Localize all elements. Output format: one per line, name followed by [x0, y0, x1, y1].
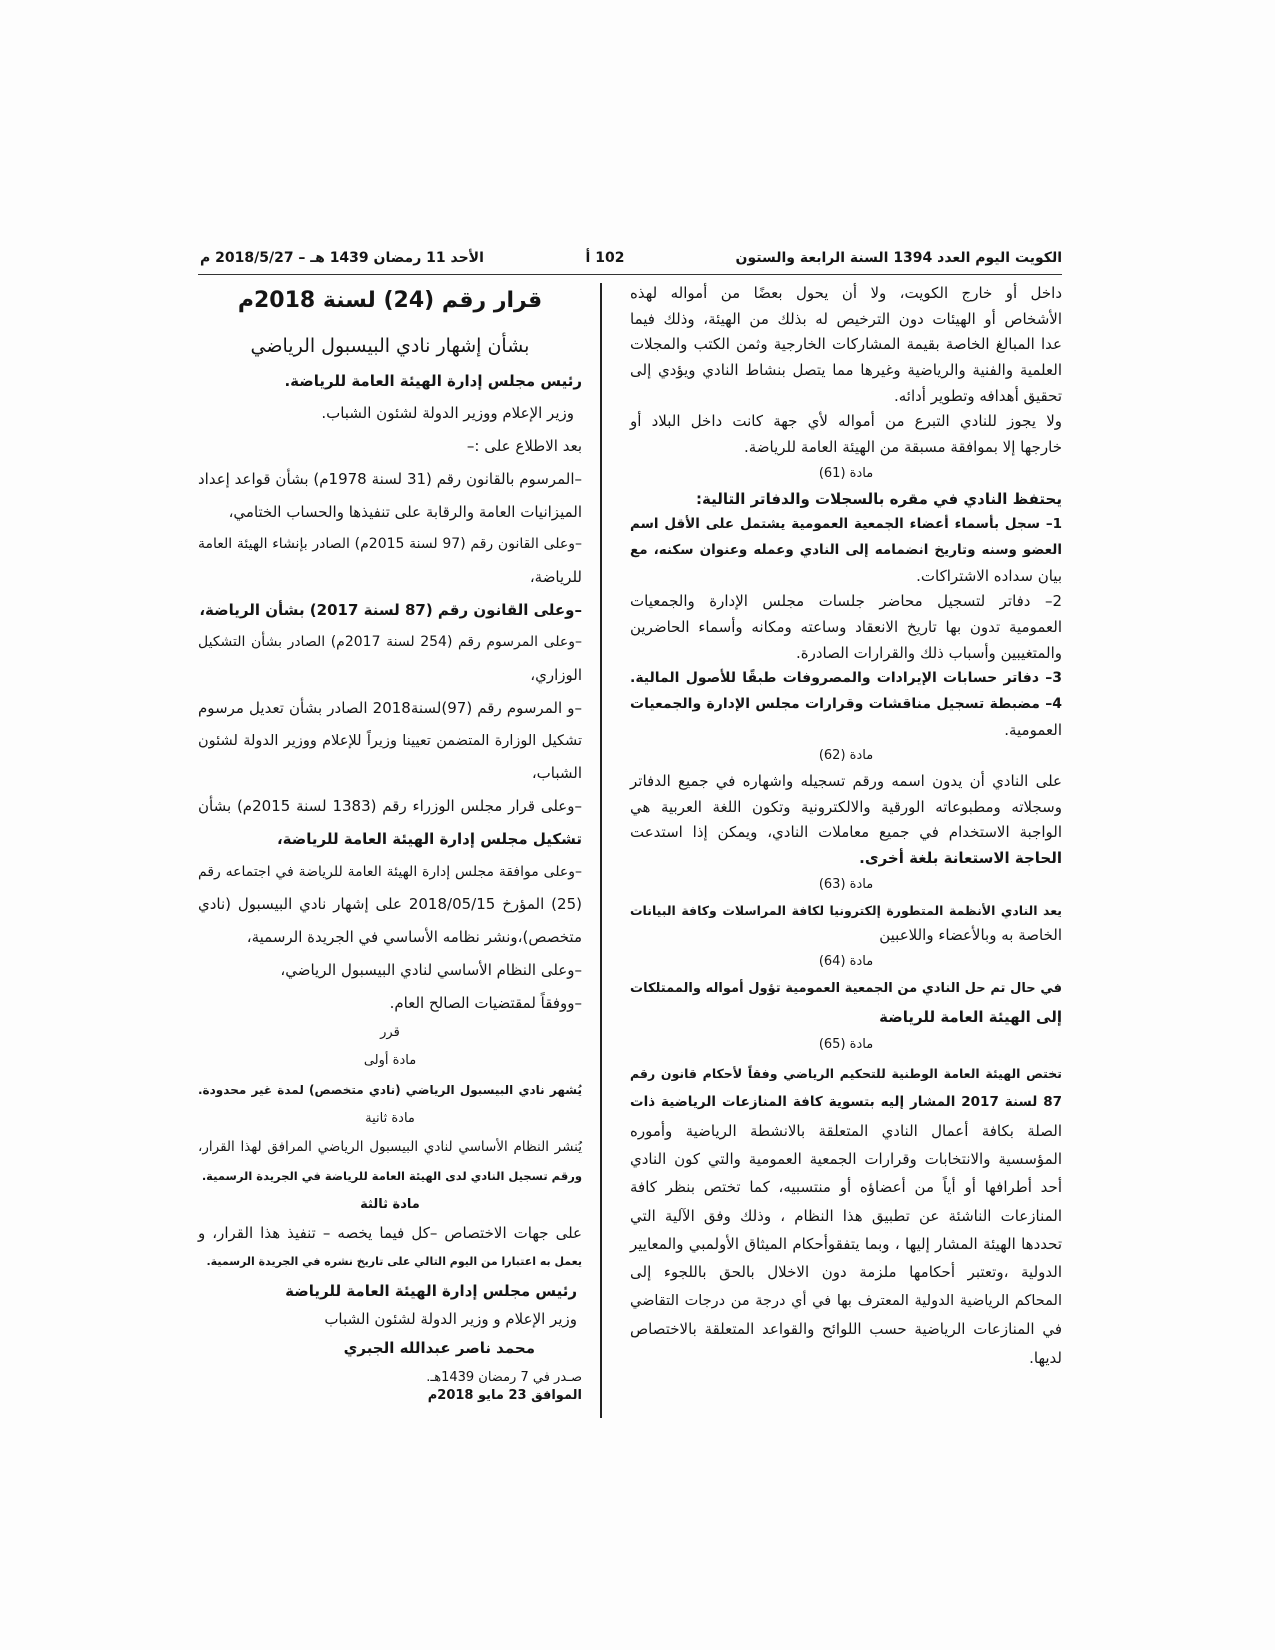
recital-line: –وعلى القانون رقم (97 لسنة 2015م) الصادر بإنشاء الهيئة العامة — [198, 536, 582, 553]
decision-subject: بشأن إشهار نادي البيسبول الرياضي — [250, 335, 530, 357]
article-heading: مادة (61) — [818, 465, 874, 481]
text-line: الأشخاص أو الهيئات دون الترخيص له بذلك من الهيئة، وذلك فيما — [630, 309, 1062, 328]
text-line: ورقم تسجيل النادي لدى الهيئة العامة للرياضة في الجريدة الرسمية. — [201, 1169, 582, 1184]
recital-line: –وعلى قرار مجلس الوزراء رقم (1383 لسنة 2015م) بشأن — [198, 797, 582, 816]
recital-line: –ووفقاً لمقتضيات الصالح العام. — [389, 993, 582, 1012]
text-line: الحاجة الاستعانة بلغة أخرى. — [859, 849, 1062, 868]
issuer-line: رئيس مجلس إدارة الهيئة العامة للرياضة. — [284, 371, 582, 390]
recital-line: تشكيل الوزارة المتضمن تعيينا وزيراً للإعلام ووزير الدولة لشئون — [198, 732, 582, 749]
recital-line: الميزانيات العامة والرقابة على تنفيذها والحساب الختامي، — [228, 502, 582, 521]
text-line: الواجبة الاستخدام في جميع معاملات النادي، ويمكن إذا استدعت — [630, 823, 1062, 842]
text-line: العلمية والفنية والرياضية وغيرها مما يتصل بنشاط النادي ويؤدي إلى — [630, 361, 1062, 380]
text-line: لديها. — [1029, 1348, 1062, 1367]
text-line: تختص الهيئة العامة الوطنية للتحكيم الرياضي وفقاً لأحكام قانون رقم — [630, 1065, 1062, 1081]
article-63 — [630, 872, 1062, 949]
column-divider — [600, 283, 602, 1418]
recital-line: الوزاري، — [530, 666, 582, 685]
publication-header: الكويت اليوم العدد 1394 السنة الرابعة والستون — [735, 250, 1062, 266]
text-line: العمومية تدون بها تاريخ الانعقاد وساعته ومكانه وأسماء الحاضرين — [630, 617, 1062, 636]
text-line: 4– مضبطة تسجيل مناقشات وقرارات مجلس الإدارة والجمعيات — [630, 696, 1062, 712]
text-line: على جهات الاختصاص –كل فيما يخصه – تنفيذ هذا القرار، و — [198, 1224, 582, 1243]
text-line: خارجها إلا بموافقة مسبقة من الهيئة العامة للرياضة. — [743, 438, 1062, 457]
recital-line: متخصص)،ونشر نظامه الأساسي في الجريدة الرسمية، — [246, 928, 582, 947]
issued-gregorian: الموافق 23 مايو 2018م — [427, 1388, 582, 1403]
text-line: داخل أو خارج الكويت، ولا أن يحول بعضًا من أمواله لهذه — [630, 284, 1062, 302]
text-line: الخاصة به وبالأعضاء واللاعبين — [879, 926, 1062, 945]
article-heading: مادة أولى — [363, 1053, 417, 1069]
article-heading: مادة ثانية — [365, 1110, 415, 1126]
article-heading: مادة (64) — [818, 953, 874, 969]
right-column — [630, 281, 1062, 1372]
recital-line: الشباب، — [531, 764, 582, 783]
issue-dates — [198, 1369, 582, 1405]
text-line: المنازعات الناشئة عن تطبيق هذا النظام ، وذلك وفق الآلية التي — [630, 1206, 1062, 1225]
text-line: الصلة بكافة أعمال النادي المتعلقة بالانشطة الرياضية وأموره — [630, 1121, 1062, 1140]
text-line: العمومية. — [1004, 720, 1062, 739]
recital-line: –وعلى المرسوم رقم (254 لسنة 2017م) الصادر بشأن التشكيل — [198, 634, 582, 651]
recital-line: –و المرسوم رقم (97)لسنة2018 الصادر بشأن تعديل مرسوم — [198, 698, 582, 717]
text-line: تحقيق أهدافه وتطوير أدائه. — [893, 386, 1062, 405]
text-line: وسجلاته ومطبوعاته الورقية والالكترونية وتكون اللغة العربية هي — [630, 797, 1062, 816]
text-line: يعمل به اعتبارا من اليوم التالي على تاريخ نشره في الجريدة الرسمية. — [206, 1255, 582, 1269]
preamble-intro: بعد الاطلاع على :– — [466, 437, 582, 456]
article-62 — [630, 743, 1062, 871]
article-heading: مادة ثالثة — [360, 1196, 420, 1212]
decided-heading: قرر — [380, 1024, 400, 1040]
text-line: إلى الهيئة العامة للرياضة — [879, 1007, 1062, 1026]
recital-line: للرياضة، — [529, 568, 582, 586]
article-heading: مادة (63) — [818, 876, 874, 892]
recital-line: –وعلى القانون رقم (87 لسنة 2017) بشأن الرياضة، — [199, 600, 582, 619]
signature-title: وزير الإعلام و وزير الدولة لشئون الشباب — [324, 1310, 577, 1329]
signatory-name: محمد ناصر عبدالله الجبري — [343, 1339, 535, 1358]
issue-date: الأحد 11 رمضان 1439 هـ – 2018/5/27 م — [200, 250, 484, 266]
text-line: بيان سداده الاشتراكات. — [916, 566, 1062, 585]
recital-line: تشكيل مجلس إدارة الهيئة العامة للرياضة، — [276, 829, 582, 848]
recital-line: –وعلى النظام الأساسي لنادي البيسبول الرياضي، — [280, 960, 582, 979]
text-line: ولا يجوز للنادي التبرع من أمواله لأي جهة كانت داخل البلاد أو — [630, 412, 1062, 431]
text-line: يعد النادي الأنظمة المتطورة إلكترونيا لكافة المراسلات وكافة البيانات — [630, 902, 1062, 918]
decision-articles — [198, 1019, 582, 1363]
text-line: 1– سجل بأسماء أعضاء الجمعية العمومية يشتمل على الأقل اسم — [630, 516, 1062, 533]
article-64 — [630, 949, 1062, 1031]
text-line: يحتفظ النادي في مقره بالسجلات والدفاتر التالية: — [696, 489, 1062, 508]
decision-title: قرار رقم (24) لسنة 2018م — [237, 288, 543, 313]
article-65 — [630, 1031, 1062, 1372]
issuer-line: وزير الإعلام ووزير الدولة لشئون الشباب. — [321, 404, 574, 423]
recital-line: –المرسوم بالقانون رقم (31 لسنة 1978م) بشأن قواعد إعداد — [198, 469, 582, 488]
text-line: عدا المبالغ الخاصة بقيمة المشاركات الخارجية وثمن الكتب والمجلات — [630, 335, 1062, 354]
text-line: يُنشر النظام الأساسي لنادي البيسبول الرياضي المرافق لهذا القرار، — [198, 1139, 582, 1156]
text-line: على النادي أن يدون اسمه ورقم تسجيله واشهاره في جميع الدفاتر — [630, 772, 1062, 791]
article-continuation — [630, 281, 1062, 461]
text-line: يُشهر نادي البيسبول الرياضي (نادي متخصص) لمدة غير محدودة. — [198, 1082, 582, 1097]
recital-line: (25) المؤرخ 2018/05/15 على إشهار نادي البيسبول (نادي — [198, 895, 582, 914]
signature-title: رئيس مجلس إدارة الهيئة العامة للرياضة — [285, 1281, 577, 1300]
decision-preamble — [198, 365, 582, 1020]
article-61 — [630, 461, 1062, 744]
left-column — [198, 0, 582, 1650]
article-heading: مادة (62) — [818, 748, 874, 764]
text-line: 2– دفاتر لتسجيل محاضر جلسات مجلس الإدارة والجمعيات — [630, 592, 1062, 611]
text-line: تحددها الهيئة المشار إليها ، وبما يتفقوأحكام الميثاق الأولمبي والمعايير — [630, 1235, 1062, 1254]
text-line: في المنازعات الرياضية حسب اللوائح والقواعد المتعلقة بالاختصاص — [630, 1320, 1062, 1339]
text-line: 3– دفاتر حسابات الإيرادات والمصروفات طبقًا للأصول المالية. — [630, 670, 1062, 687]
text-line: العضو وسنه وتاريخ انضمامه إلى النادي وعمله وعنوان سكنه، مع — [630, 541, 1062, 558]
text-line: أحد أطرافها أو أياً من أعضاؤه أو منتسبيه، كما تختص بنظر كافة — [630, 1178, 1062, 1197]
text-line: الدولية ،وتعتبر أحكامها ملزمة دون الاخلال بالحق باللجوء إلى — [630, 1263, 1062, 1282]
article-heading: مادة (65) — [818, 1037, 874, 1053]
text-line: والمتغيبين وأسباب ذلك والقرارات الصادرة. — [796, 643, 1062, 662]
page-number: أ 102 — [585, 250, 625, 266]
text-line: المحاكم الرياضية الدولية المعترف بها في أي درجة من درجات التقاضي — [630, 1292, 1062, 1309]
issued-hijri: صـدر في 7 رمضان 1439هـ. — [426, 1370, 582, 1385]
text-line: المؤسسية والانتخابات وقرارات الجمعية العمومية والتي كون النادي — [630, 1149, 1062, 1168]
text-line: في حال تم حل النادي من الجمعية العمومية تؤول أمواله والممتلكات — [630, 980, 1062, 996]
recital-line: –وعلى موافقة مجلس إدارة الهيئة العامة للرياضة في اجتماعه رقم — [198, 863, 582, 880]
text-line: 87 لسنة 2017 المشار إليه بتسوية كافة المنازعات الرياضية ذات — [630, 1094, 1063, 1111]
